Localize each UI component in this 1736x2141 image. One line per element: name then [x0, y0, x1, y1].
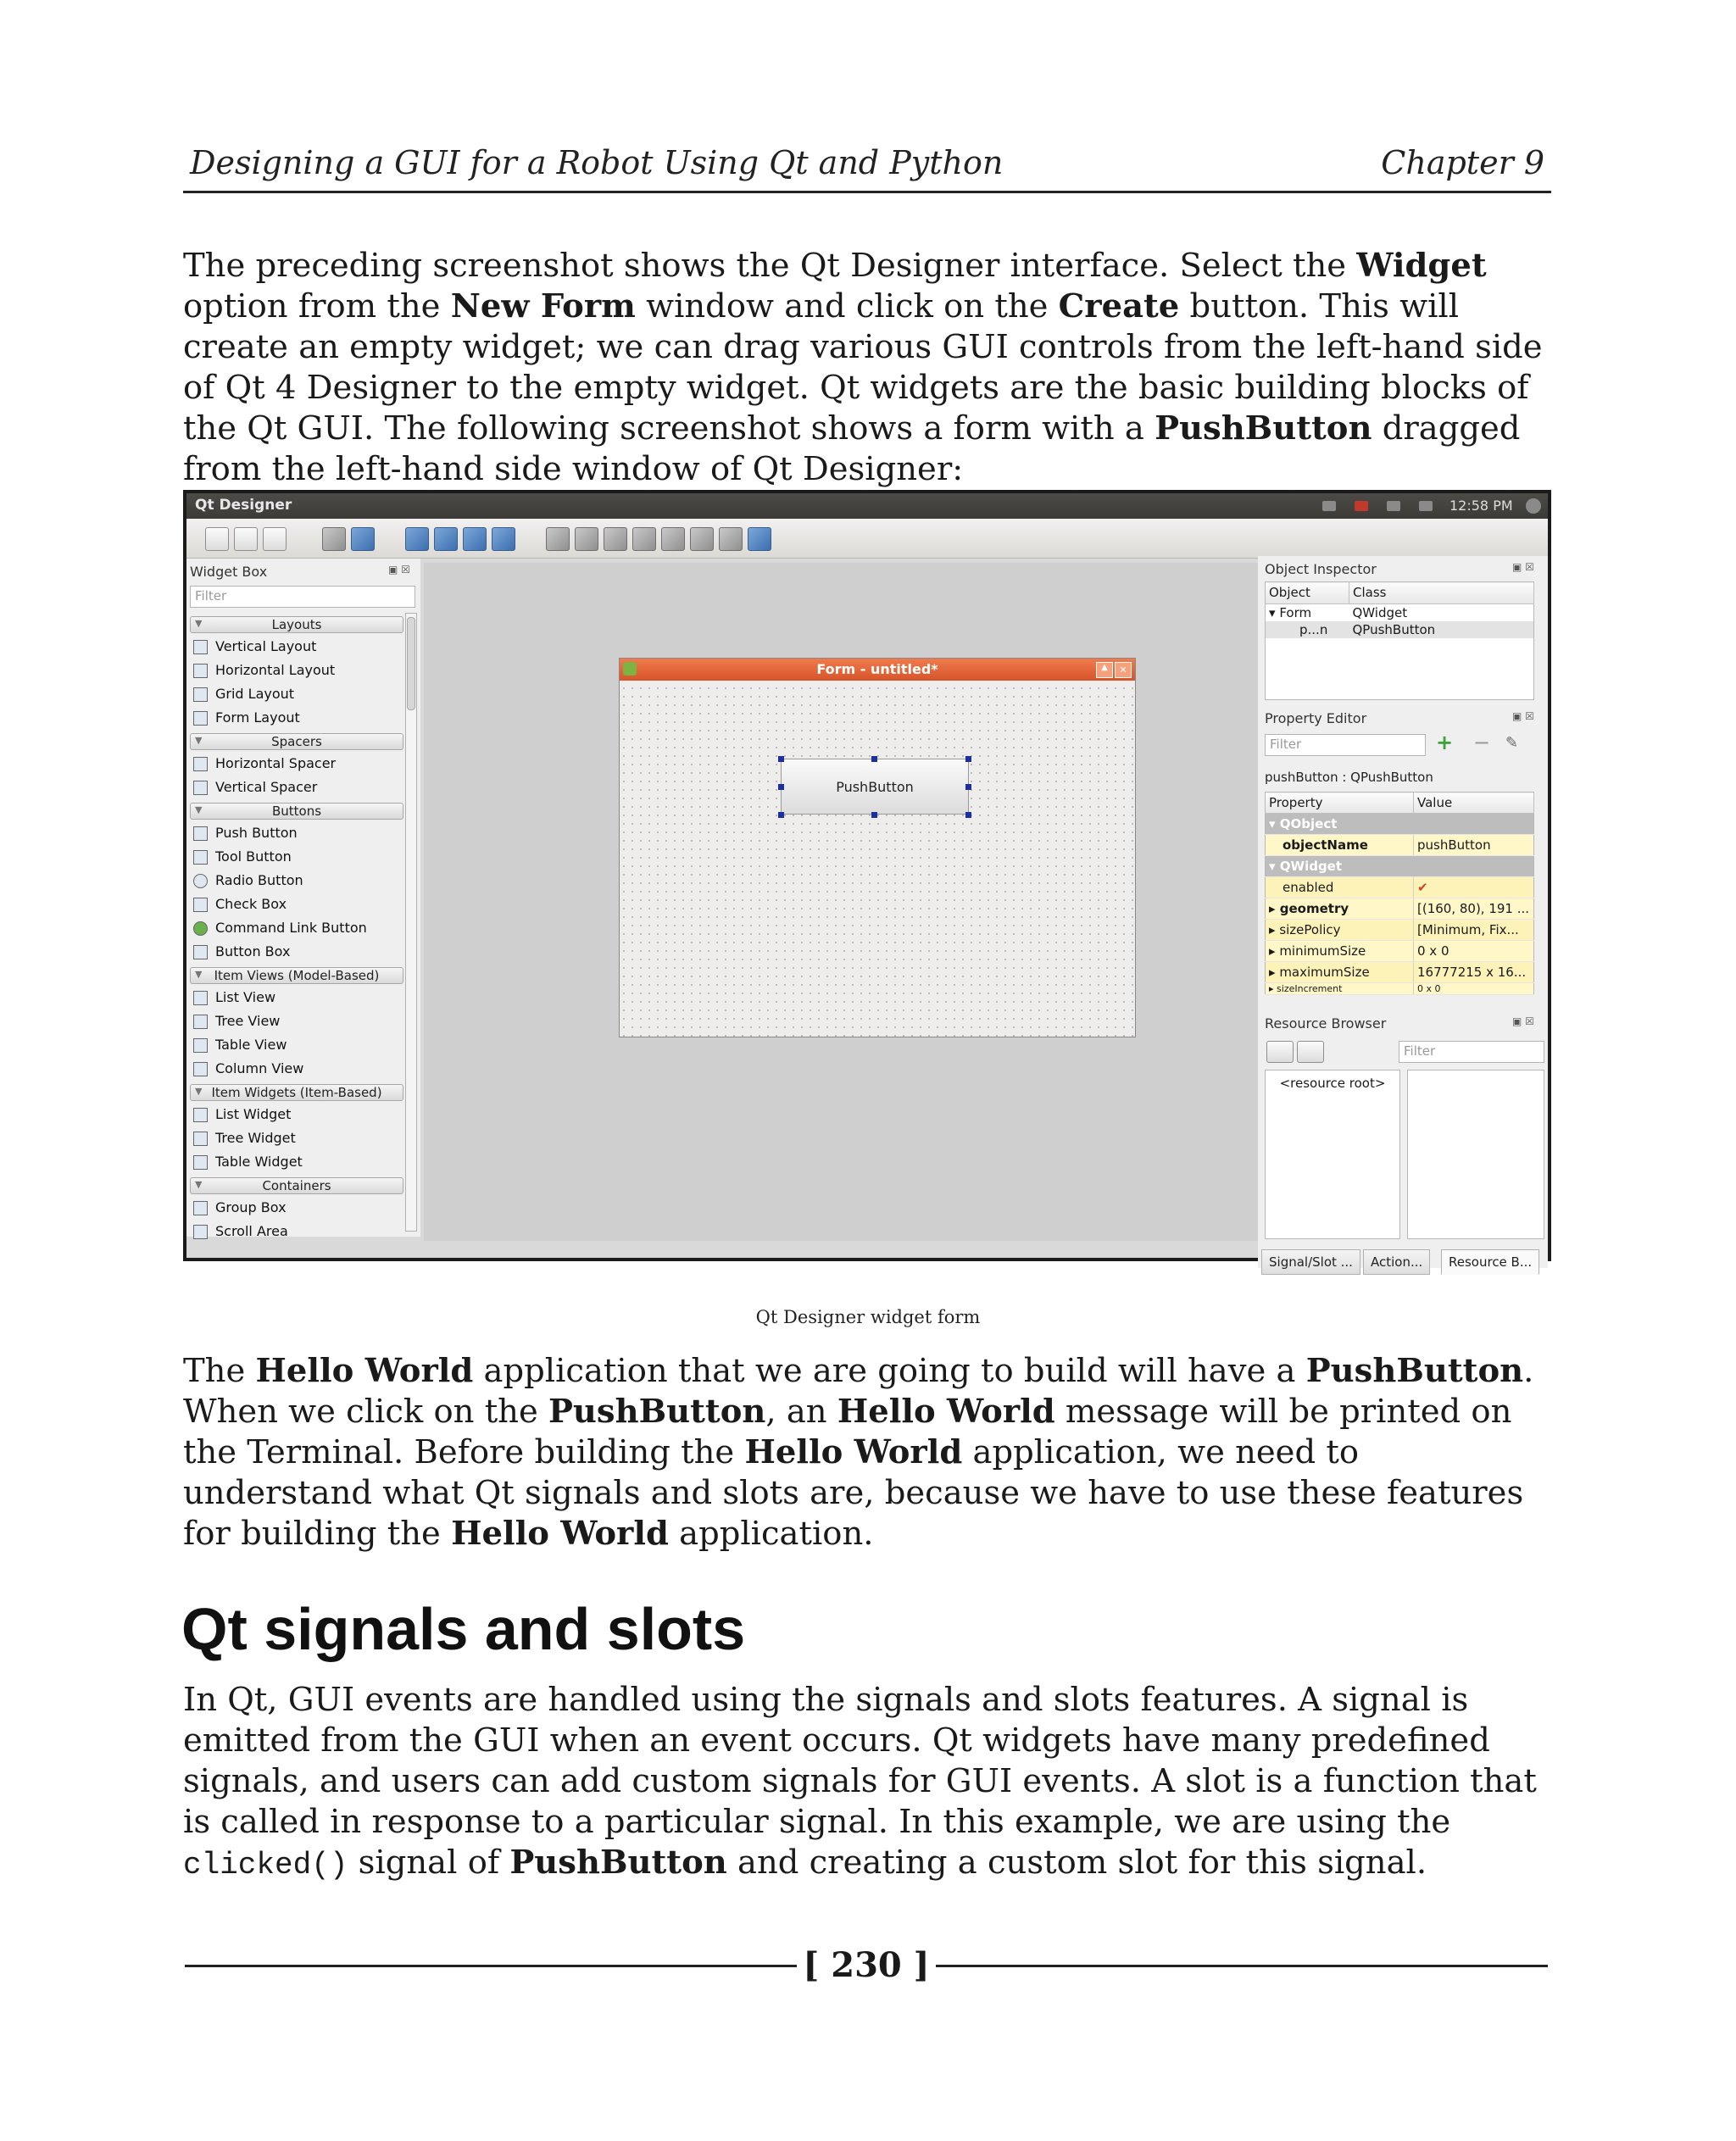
property-row[interactable]: ▸ minimumSize 0 x 0	[1266, 941, 1534, 962]
horizontal-layout-icon	[193, 664, 208, 678]
widget-item[interactable]: Check Box	[190, 893, 403, 916]
widget-item[interactable]: List View	[190, 986, 403, 1009]
horizontal-spacer-icon	[193, 757, 208, 771]
widget-box-scrollbar[interactable]	[405, 613, 417, 1232]
property-row[interactable]: enabled ✔	[1266, 877, 1534, 898]
widget-item[interactable]: Table View	[190, 1033, 403, 1057]
new-form-icon[interactable]	[205, 527, 229, 551]
property-context: pushButton : QPushButton	[1265, 770, 1433, 785]
category-item-widgets[interactable]: ▼ Item Widgets (Item-Based)	[190, 1084, 403, 1101]
object-inspector-title: Object Inspector	[1265, 561, 1377, 577]
footer-rule-left	[185, 1965, 797, 1967]
app-title: Qt Designer	[195, 497, 292, 514]
widget-item[interactable]: Button Box	[190, 940, 403, 964]
widget-box-filter[interactable]: Filter	[190, 586, 415, 608]
group-box-icon	[193, 1201, 208, 1215]
vertical-layout-icon	[193, 640, 208, 654]
main-toolbar	[186, 519, 1548, 559]
widget-item[interactable]: Tree View	[190, 1009, 403, 1033]
form-layout-icon[interactable]	[690, 527, 714, 551]
property-table	[1265, 792, 1534, 995]
battery-icon[interactable]	[1355, 501, 1368, 511]
close-icon[interactable]: ✕	[1115, 662, 1132, 678]
tab-resource-browser[interactable]: Resource B...	[1441, 1249, 1539, 1275]
horizontal-splitter-icon[interactable]	[604, 527, 627, 551]
widget-item[interactable]: Push Button	[190, 821, 403, 845]
resource-browser-title: Resource Browser	[1265, 1015, 1387, 1032]
form-titlebar[interactable]	[620, 659, 1135, 681]
running-header-title: Designing a GUI for a Robot Using Qt and Python	[190, 144, 1004, 181]
table-view-icon	[193, 1038, 208, 1053]
open-form-icon[interactable]	[234, 527, 258, 551]
configure-icon[interactable]: ✎	[1505, 734, 1519, 752]
resize-handle[interactable]	[965, 784, 971, 790]
remove-property-icon[interactable]: −	[1473, 731, 1491, 754]
radio-button-icon	[193, 874, 208, 888]
resize-handle[interactable]	[871, 812, 877, 818]
tree-widget-icon	[193, 1132, 208, 1146]
resize-handle[interactable]	[965, 756, 971, 762]
app-titlebar	[186, 493, 1548, 519]
push-button-icon	[193, 826, 208, 841]
widget-box-title: Widget Box	[190, 564, 268, 580]
clock[interactable]: 12:58 PM	[1449, 498, 1513, 514]
property-filter[interactable]: Filter	[1265, 734, 1426, 756]
widget-item[interactable]: Column View	[190, 1057, 403, 1081]
widget-item[interactable]: Vertical Layout	[190, 635, 403, 659]
column-view-icon	[193, 1062, 208, 1076]
save-form-icon[interactable]	[263, 527, 287, 551]
col-property: Property	[1266, 792, 1414, 814]
resource-filter[interactable]: Filter	[1399, 1041, 1544, 1063]
widget-item[interactable]: Tool Button	[190, 845, 403, 869]
paragraph-signals-slots: In Qt, GUI events are handled using the signals and slots features. A signal is emitted from the GUI when an event occurs. Qt widgets have many predefined signals, and users can add custom signals for GUI events. A slot is a function that is called in response to a particular signal. In this example, we are using the clicked() signal of PushButton and creating a custom slot for this signal.	[183, 1681, 1537, 1882]
category-spacers[interactable]: ▼ Spacers	[190, 733, 403, 750]
power-icon[interactable]	[1526, 498, 1541, 514]
add-property-icon[interactable]: +	[1436, 731, 1454, 754]
widget-item[interactable]: Group Box	[190, 1196, 403, 1220]
lay-out-horizontally-icon[interactable]	[546, 527, 570, 551]
send-to-back-icon[interactable]	[322, 527, 346, 551]
col-value: Value	[1414, 792, 1534, 814]
widget-item[interactable]: List Widget	[190, 1103, 403, 1126]
edit-tab-order-icon[interactable]	[492, 527, 515, 551]
running-header-chapter: Chapter 9	[1381, 144, 1544, 181]
qt-designer-screenshot	[183, 490, 1551, 1270]
form-title: Form - untitled*	[816, 661, 938, 677]
property-editor-title: Property Editor	[1265, 710, 1367, 726]
maximize-icon[interactable]: ▲	[1096, 662, 1113, 678]
widget-box-dock	[186, 559, 420, 1237]
tool-button-icon	[193, 850, 208, 865]
property-row[interactable]: ▸ sizePolicy [Minimum, Fix...	[1266, 920, 1534, 941]
form-layout-icon	[193, 711, 208, 726]
resize-handle[interactable]	[778, 784, 784, 790]
edit-buddies-icon[interactable]	[463, 527, 487, 551]
wifi-icon[interactable]	[1387, 501, 1400, 511]
tree-view-icon	[193, 1015, 208, 1029]
dock-float-close-icon[interactable]: ▣ ☒	[388, 564, 410, 576]
vertical-spacer-icon	[193, 781, 208, 795]
widget-item[interactable]: Horizontal Layout	[190, 659, 403, 682]
object-inspector-tree	[1265, 581, 1534, 700]
figure-caption: Qt Designer widget form	[755, 1307, 981, 1327]
adjust-size-icon[interactable]	[748, 527, 771, 551]
table-widget-icon	[193, 1155, 208, 1170]
break-layout-icon[interactable]	[719, 527, 743, 551]
bring-to-front-icon[interactable]	[351, 527, 375, 551]
vertical-splitter-icon[interactable]	[632, 527, 656, 551]
widget-item[interactable]: Form Layout	[190, 706, 403, 730]
property-row[interactable]: ▸ geometry [(160, 80), 191 ...	[1266, 898, 1534, 920]
widget-item[interactable]: Command Link Button	[190, 916, 403, 940]
property-group[interactable]: ▾ QWidget	[1266, 856, 1534, 877]
widget-item[interactable]: Table Widget	[190, 1150, 403, 1174]
col-class: Class	[1349, 582, 1534, 604]
dock-float-close-icon[interactable]: ▣ ☒	[1512, 561, 1534, 573]
tree-row[interactable]: p...n QPushButton	[1266, 621, 1534, 638]
resource-list[interactable]	[1407, 1070, 1544, 1239]
lay-out-vertically-icon[interactable]	[575, 527, 598, 551]
tab-action-editor[interactable]: Action...	[1363, 1249, 1430, 1275]
widget-box-list	[190, 613, 403, 1243]
property-group[interactable]: ▾ QObject	[1266, 814, 1534, 835]
volume-icon[interactable]	[1419, 501, 1433, 511]
grid-layout-icon[interactable]	[661, 527, 685, 551]
resize-handle[interactable]	[778, 812, 784, 818]
list-view-icon	[193, 991, 208, 1005]
push-button[interactable]: PushButton	[781, 759, 969, 815]
property-row[interactable]: objectName pushButton	[1266, 835, 1534, 856]
property-row[interactable]: ▸ maximumSize 16777215 x 16...	[1266, 962, 1534, 983]
check-box-icon	[193, 898, 208, 912]
col-object: Object	[1266, 582, 1349, 604]
resize-handle[interactable]	[965, 812, 971, 818]
dock-float-close-icon[interactable]: ▣ ☒	[1512, 1015, 1534, 1027]
tab-signal-slot[interactable]: Signal/Slot ...	[1261, 1249, 1360, 1275]
mdi-area	[424, 563, 1271, 1241]
header-rule	[183, 191, 1551, 193]
widget-item[interactable]: Scroll Area	[190, 1220, 403, 1243]
footer-rule-right	[936, 1965, 1548, 1967]
widget-item[interactable]: Horizontal Spacer	[190, 752, 403, 776]
category-containers[interactable]: ▼ Containers	[190, 1177, 403, 1194]
edit-signals-slots-icon[interactable]	[434, 527, 458, 551]
edit-widgets-icon[interactable]	[405, 527, 429, 551]
qt-logo-icon	[623, 662, 637, 676]
grid-layout-icon	[193, 687, 208, 702]
button-box-icon	[193, 945, 208, 959]
edit-resources-icon[interactable]	[1266, 1041, 1294, 1063]
tree-row[interactable]: ▾ Form QWidget	[1269, 604, 1408, 620]
category-item-views[interactable]: ▼ Item Views (Model-Based)	[190, 967, 403, 984]
widget-item[interactable]: Grid Layout	[190, 682, 403, 706]
paragraph-intro: The preceding screenshot shows the Qt Designer interface. Select the Widget option from the New Form window and click on the Create button. This will create an empty widget; we can drag various GUI controls from the left-hand side of Qt 4 Designer to the empty widget. Qt widgets are the basic building blocks of the Qt GUI. The following screenshot shows a form with a PushButton dragged from the left-hand side window of Qt Designer:	[183, 247, 1543, 488]
category-layouts[interactable]: ▼ Layouts	[190, 616, 403, 633]
category-buttons[interactable]: ▼ Buttons	[190, 803, 403, 820]
widget-item[interactable]: Vertical Spacer	[190, 776, 403, 799]
mail-icon[interactable]	[1322, 501, 1336, 511]
reload-icon[interactable]	[1297, 1041, 1324, 1063]
property-row[interactable]: ▸ sizeIncrement 0 x 0	[1266, 983, 1534, 995]
resource-tree[interactable]: <resource root>	[1265, 1070, 1400, 1239]
list-widget-icon	[193, 1108, 208, 1122]
widget-item[interactable]: Radio Button	[190, 869, 403, 893]
command-link-icon	[193, 921, 208, 936]
scroll-area-icon	[193, 1225, 208, 1239]
right-docks	[1258, 556, 1548, 1268]
widget-item[interactable]: Tree Widget	[190, 1126, 403, 1150]
dock-float-close-icon[interactable]: ▣ ☒	[1512, 710, 1534, 722]
form-window[interactable]	[619, 658, 1136, 1037]
resize-handle[interactable]	[871, 756, 877, 762]
section-heading: Qt signals and slots	[181, 1596, 746, 1662]
scrollbar-thumb[interactable]	[407, 617, 415, 710]
page-number: [ 230 ]	[803, 1945, 930, 1985]
paragraph-hello-world: The Hello World application that we are going to build will have a PushButton. When we click on the PushButton, an Hello World message will be printed on the Terminal. Before building the Hello World application, we need to understand what Qt signals and slots are, because we have to use these features for building the Hello World application.	[183, 1352, 1534, 1553]
resize-handle[interactable]	[778, 756, 784, 762]
